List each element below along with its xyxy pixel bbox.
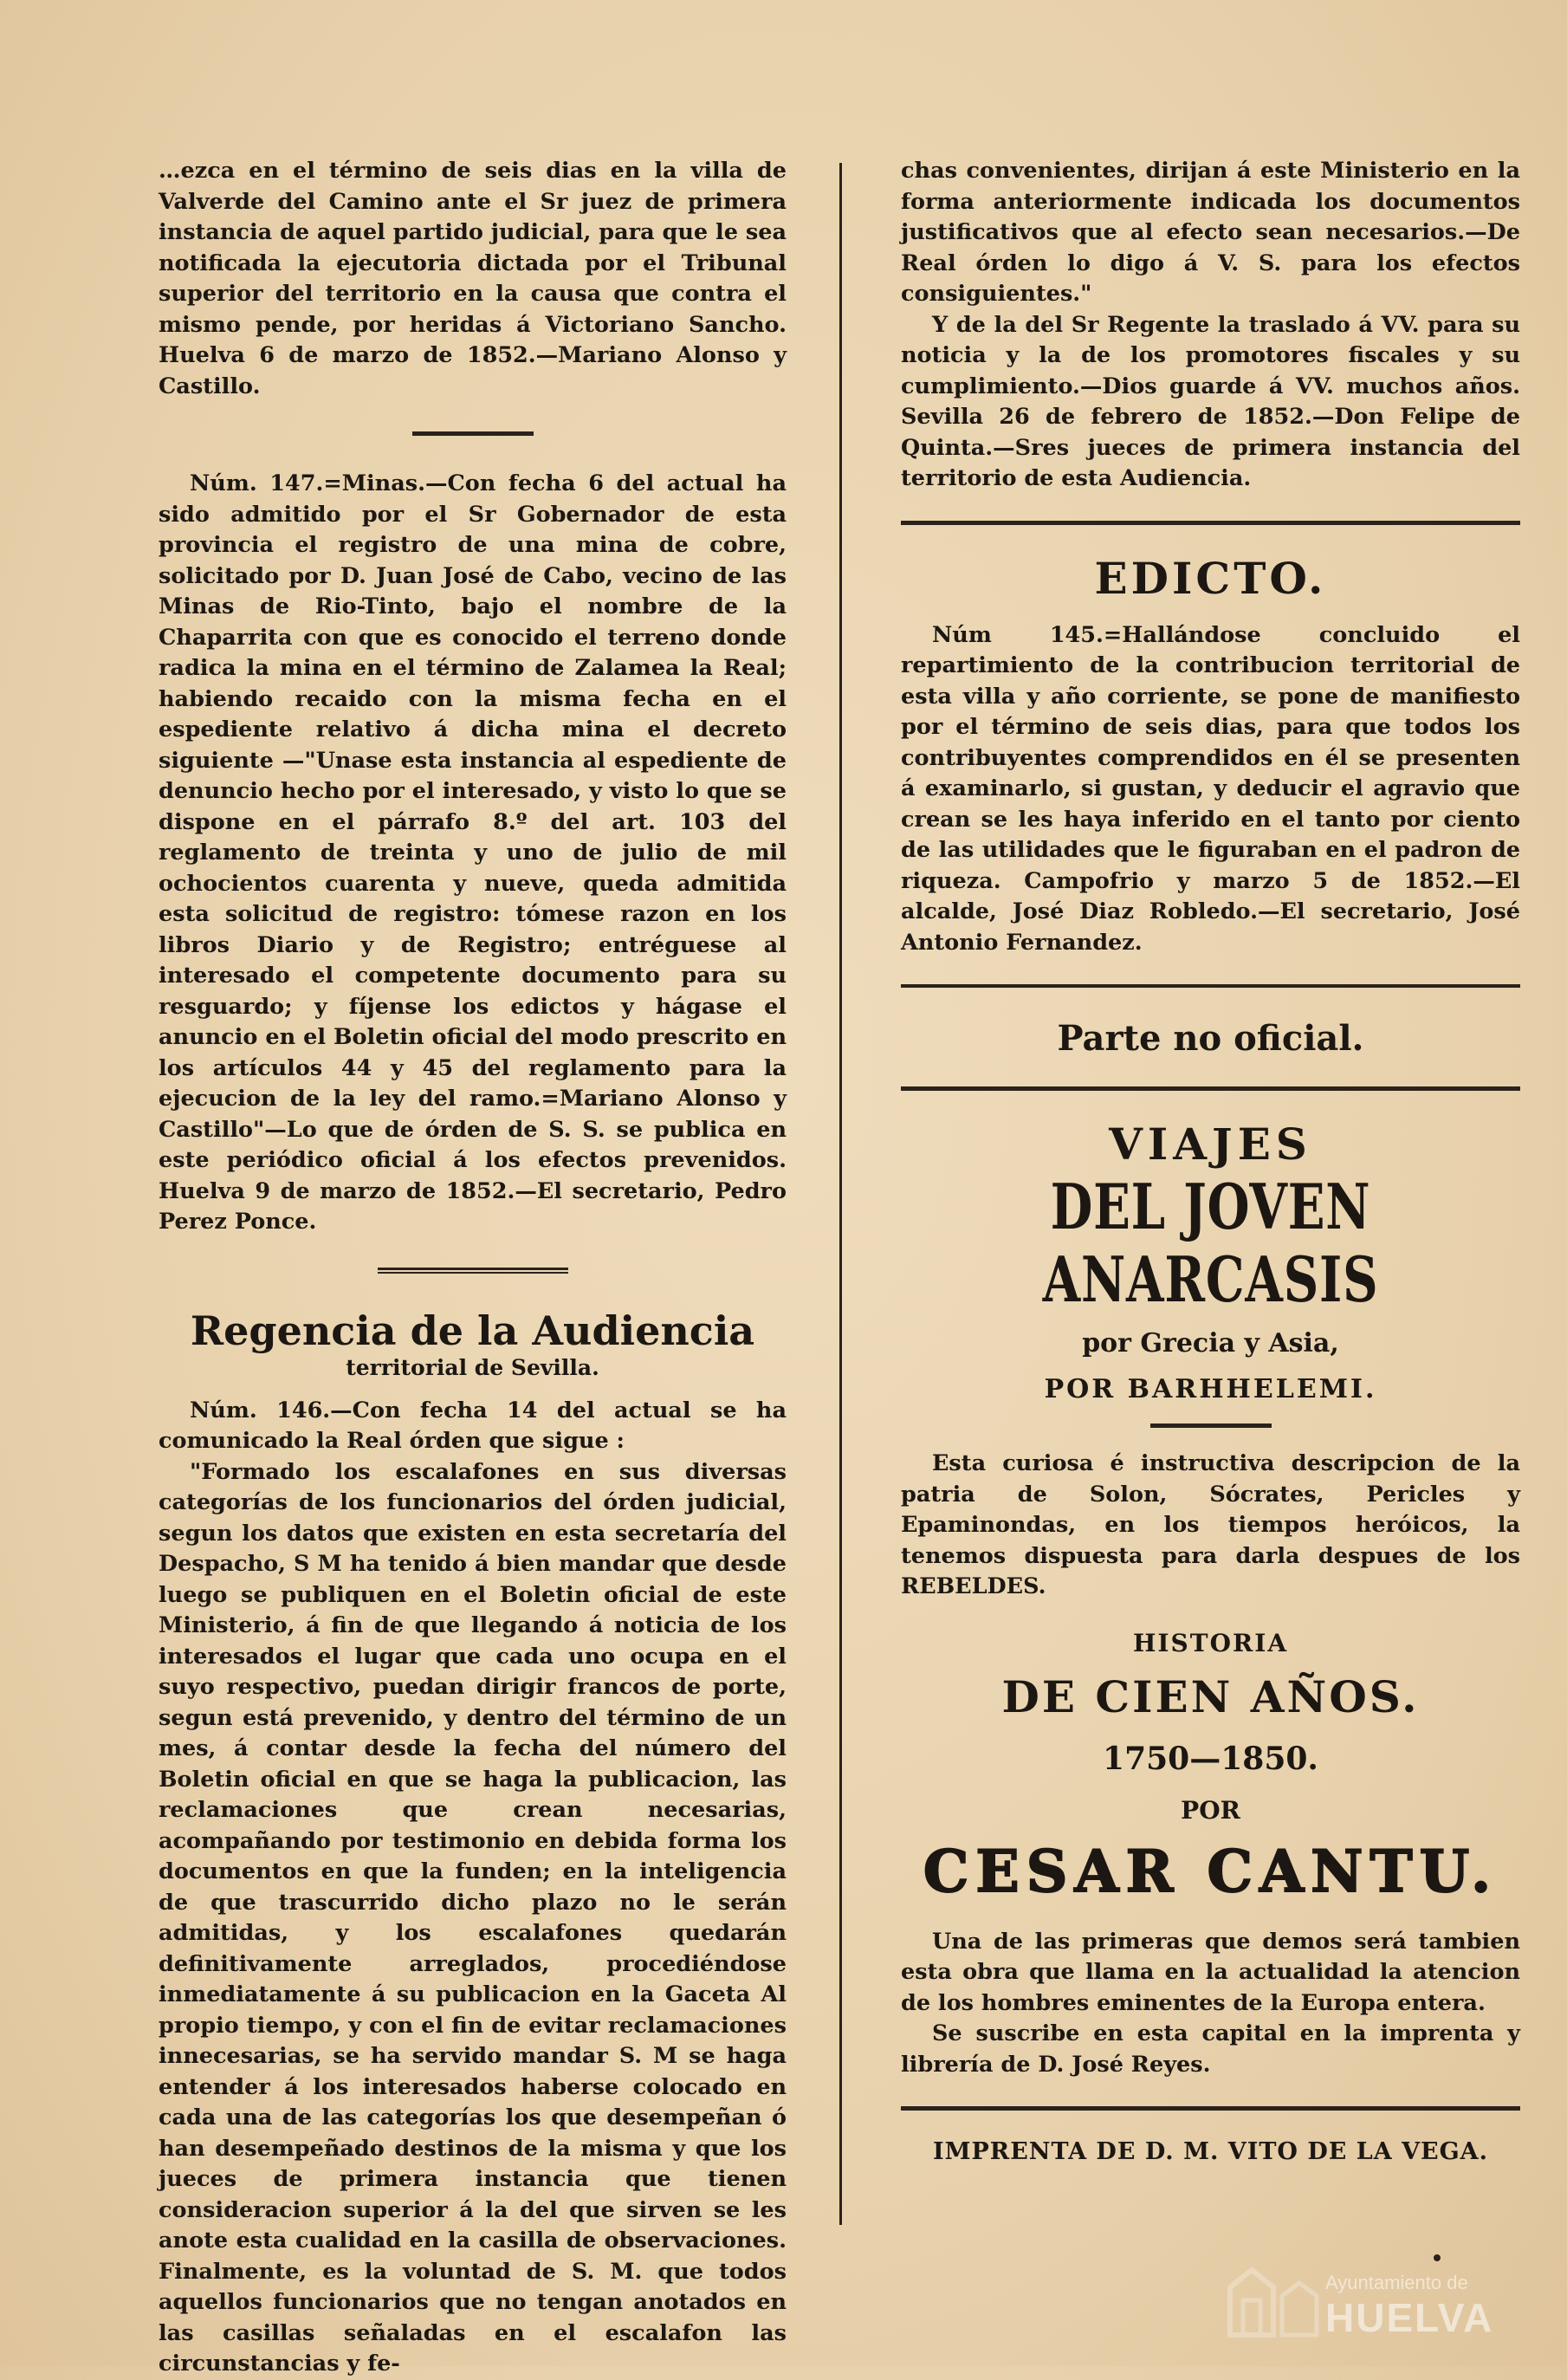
separator <box>378 1268 568 1274</box>
ad-joven-title: DEL JOVEN ANARCASIS <box>1042 1170 1379 1316</box>
separator <box>412 431 534 436</box>
ad-por: POR <box>1181 1795 1240 1825</box>
ad-paragraph-suscribe: Se suscribe en esta capital en la imprenta y librería de D. José Reyes. <box>901 2020 1520 2078</box>
ad-years: 1750—1850. <box>1103 1740 1318 1777</box>
ad-viajes-title: VIAJES <box>1109 1119 1312 1170</box>
left-column <box>159 156 787 2380</box>
ad-cesar-cantu: CESAR CANTU. <box>923 1837 1499 1905</box>
ad-cien-title: DE CIEN AÑOS. <box>1001 1670 1420 1722</box>
separator <box>1150 1423 1272 1428</box>
column-divider <box>839 163 842 2225</box>
right-column <box>901 156 1520 2165</box>
ad-historia-title: HISTORIA <box>1132 1628 1289 1657</box>
watermark-line-2: HUELVA <box>1325 2295 1494 2340</box>
left-paragraph-minas: Núm. 147.=Minas.—Con fecha 6 del actual ha sido admitido por el Sr Gobernador de esta provincia el registro de una mina de cobre, solicitado por D. Juan José de Cabo, vecino de las Minas de Rio-Tinto, bajo el nombre de la Chaparrita con que es conocido el terreno donde radica la mina en el término de Zalamea la Real; habiendo recaido con la misma fecha en el espediente relativo á dicha mina el decreto siguiente —"Unase esta instancia al espediente de denuncio hecho por el interesado, y visto lo que se dispone en el párrafo 8.º del art. 103 del reglamento de treinta y uno de julio de mil ochocientos cuarenta y nueve, queda admitida esta solicitud de registro: tómese razon en los libros Diario y de Registro; entréguese al interesado el competente documento para su resguardo; y fíjense los edictos y hágase el anuncio en el Boletin oficial del modo prescrito en los artículos 44 y 45 del reglamento para la ejecucion de la ley del ramo.=Mariano Alonso y Castillo"—Lo que de órden de S. S. se publica en este periódico oficial á los efectos prevenidos. Huelva 9 de marzo de 1852.—El secretario, Pedro Perez Ponce. <box>159 470 787 1235</box>
ad-paragraph-primeras: Una de las primeras que demos será tambien esta obra que llama en la actualidad la atencion de los hombres eminentes de la Europa entera. <box>901 1928 1520 2016</box>
left-paragraph-real-orden: "Formado los escalafones en sus diversas categorías de los funcionarios del órden judicial, segun los datos que existen en esta secretaría del Despacho, S M ha tenido á bien mandar que desde luego se publiquen en el Boletin oficial de este Ministerio, á fin de que llegando á noticia de los interesados el lugar que cada uno ocupa en el suyo respectivo, puedan dirigir francos de porte, segun está prevenido, y dentro del término de un mes, á contar desde la fecha del número del Boletin oficial en que se haga la publicacion, las reclamaciones que crean necesarias, acompañando por testimonio en debida forma los documentos en que la funden; en la inteligencia de que trascurrido dicho plazo no le serán admitidas, y los escalafones quedarán definitivamente arreglados, procediéndose inmediatamente á su publicacion en la Gaceta Al propio tiempo, y con el fin de evitar reclamaciones innecesarias, se ha servido mandar S. M se haga entender á los interesados haberse colocado en cada una de las categorías los que desempeñan ó han desempeñado destinos de la misma y que los jueces de primera instancia que tienen consideracion superior á la del que sirven se les anote esta cualidad en la casilla de observaciones. Finalmente, es la voluntad de S. M. que todos aquellos funcionarios que no tengan anotados en las casillas señaladas en el escalafon las circunstancias y fe- <box>159 1458 787 2377</box>
separator <box>901 1086 1520 1091</box>
ad-grecia-line: por Grecia y Asia, <box>1082 1328 1339 1359</box>
ad-author-line: POR BARHHELEMI. <box>1044 1374 1377 1404</box>
left-paragraph-1: …ezca en el término de seis dias en la villa de Valverde del Camino ante el Sr juez de primera instancia de aquel partido judicial, para que le sea notificada la ejecutoria dictada por el Tribunal superior del territorio en la causa que contra el mismo pende, por heridas á Victoriano Sancho. Huelva 6 de marzo de 1852.—Mariano Alonso y Castillo. <box>159 158 787 399</box>
section-subheading: territorial de Sevilla. <box>346 1354 599 1380</box>
separator <box>901 984 1520 988</box>
ad-description: Esta curiosa é instructiva descripcion de la patria de Solon, Sócrates, Pericles y Epaminondas, en los tiempos heróicos, la tenemos dispuesta para darla despues de los REBELDES. <box>901 1450 1520 1599</box>
parte-no-oficial-heading: Parte no oficial. <box>1057 1018 1364 1059</box>
printer-imprint: IMPRENTA DE D. M. VITO DE LA VEGA. <box>932 2138 1489 2165</box>
separator <box>901 521 1520 525</box>
right-paragraph-2: Y de la del Sr Regente la traslado á VV. para su noticia y la de los promotores fiscales y su cumplimiento.—Dios guarde á VV. muchos años. Sevilla 26 de febrero de 1852.—Don Felipe de Quinta.—Sres jueces de primera instancia del territorio de esta Audiencia. <box>901 311 1520 491</box>
watermark-line-1: Ayuntamiento de <box>1325 2272 1468 2293</box>
separator <box>901 2106 1520 2111</box>
section-heading-regencia: Regencia de la Audiencia <box>190 1307 755 1354</box>
left-paragraph-146: Núm. 146.—Con fecha 14 del actual se ha comunicado la Real órden que sigue : <box>159 1397 787 1454</box>
edicto-heading: EDICTO. <box>1094 552 1327 604</box>
right-paragraph-edicto: Núm 145.=Hallándose concluido el repartimiento de la contribucion territorial de esta villa y año corriente, se pone de manifiesto por el término de seis dias, para que todos los contribuyentes comprendidos en él se presenten á examinarlo, si gustan, y deducir el agravio que crean se les haya inferido en el tanto por ciento de las utilidades que le figuraban en el padron de riqueza. Campofrio y marzo 5 de 1852.—El alcalde, José Diaz Robledo.—El secretario, José Antonio Fernandez. <box>901 621 1520 956</box>
right-paragraph-1: chas convenientes, dirijan á este Ministerio en la forma anteriormente indicada los documentos justificativos que al efecto sean necesarios.—De Real órden lo digo á V. S. para los efectos consiguientes." <box>901 158 1520 307</box>
